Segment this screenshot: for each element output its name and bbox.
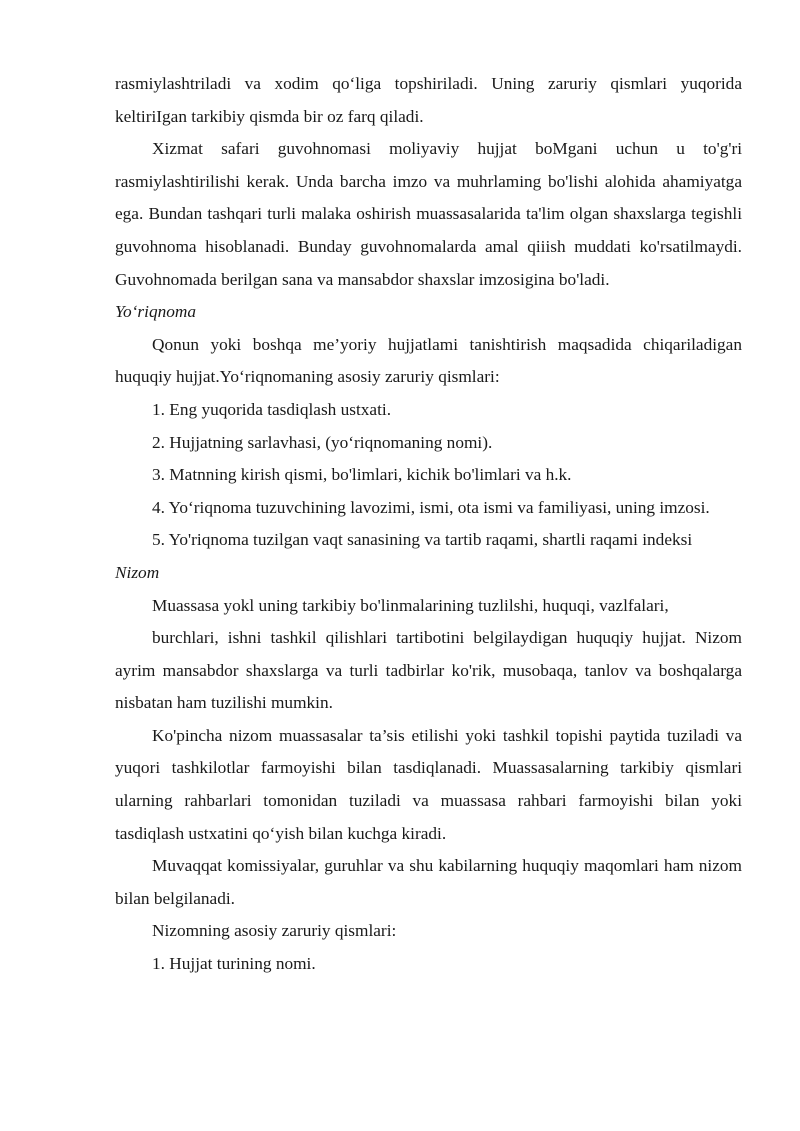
paragraph-yoriqnoma-definition: Qonun yoki boshqa me’yoriy hujjatlami tanishtirish maqsadida chiqariladigan huquqiy hujjat.Yo‘riqnomaning asosiy zaruriy qismlari: (115, 334, 742, 387)
list-item: 5. Yo'riqnoma tuzilgan vaqt sanasining va tartib raqami, shartli raqami indeksi (152, 530, 693, 550)
paragraph-nizom-definition-cont: burchlari, ishni tashkil qilishlari tartibotini belgilaydigan huquqiy hujjat. Nizom ayrim mansabdor shaxslarga va turli tadbirlar ko'rik, musobaqa, tanlov va boshqalarga nisbatan ham tuzilishi mumkin. (115, 628, 742, 713)
list-item: 1. Eng yuqorida tasdiqlash ustxati. (152, 399, 392, 419)
paragraph-nizom-commissions: Muvaqqat komissiyalar, guruhlar va shu kabilarning huquqiy maqomlari ham nizom bilan belgilanadi. (115, 856, 742, 908)
list-item: 4. Yo‘riqnoma tuzuvchining lavozimi, ismi, ota ismi va familiyasi, uning imzosi. (152, 497, 710, 517)
list-item: 1. Hujjat turining nomi. (152, 954, 316, 974)
list-item: 2. Hujjatning sarlavhasi, (yo‘riqnomaning nomi). (152, 432, 493, 452)
section-heading-yoriqnoma: Yo‘riqnoma (115, 302, 196, 322)
paragraph-continuation: rasmiylashtriladi va xodim qo‘liga topshiriladi. Uning zaruriy qismlari yuqorida keltiriIgan tarkibiy qismda bir oz farq qiladi. (115, 74, 742, 126)
paragraph-nizom-definition-start: Muassasa yokl uning tarkibiy bo'linmalarining tuzlilshi, huquqi, vazlfalari, (152, 595, 669, 615)
paragraph-nizom-approval: Ko'pincha nizom muassasalar ta’sis etilishi yoki tashkil topishi paytida tuziladi va yuqori tashkilotlar farmoyishi bilan tasdiqlanadi. Muassasalarning tarkibiy qismlari ularning rahbarlari tomonidan tuziladi va muassasa rahbari farmoyishi bilan yoki tasdiqlash ustxatini qo‘yish bilan kuchga kiradi. (115, 725, 742, 843)
section-heading-nizom: Nizom (115, 562, 160, 582)
paragraph-nizom-parts-intro: Nizomning asosiy zaruriy qismlari: (152, 921, 397, 941)
paragraph-xizmat-safari: Xizmat safari guvohnomasi moliyaviy hujjat boMgani uchun u to'g'ri rasmiylashtirilishi kerak. Unda barcha imzo va muhrlaming bo'lishi alohida ahamiyatga ega. Bundan tashqari turli malaka oshirish muassasalarida ta'lim olgan shaxslarga tegishli guvohnoma hisoblanadi. Bunday guvohnomalarda amal qiiish muddati ko'rsatilmaydi. Guvohnomada berilgan sana va mansabdor shaxslar imzosigina bo'ladi. (115, 139, 742, 289)
list-item: 3. Matnning kirish qismi, bo'limlari, kichik bo'limlari va h.k. (152, 465, 572, 485)
